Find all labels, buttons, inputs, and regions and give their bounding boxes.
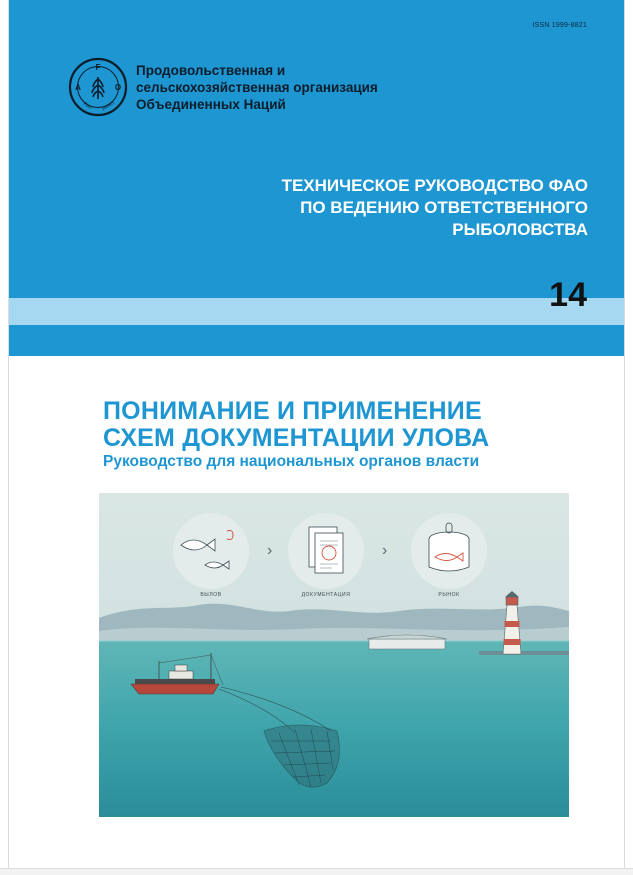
svg-text:FIAT: FIAT (82, 101, 94, 111)
header-band (8, 0, 625, 298)
warehouse (369, 639, 445, 649)
svg-text:PANIS: PANIS (101, 99, 115, 112)
step-market-icon (411, 513, 487, 589)
org-name-line-3: Объединенных Наций (136, 97, 286, 112)
lighthouse (503, 591, 521, 654)
org-name-line-2: сельскохозяйственная организация (136, 80, 378, 95)
fao-logo-icon (68, 57, 128, 117)
chevron-right-icon: › (382, 542, 388, 559)
series-title-line-1: ТЕХНИЧЕСКОЕ РУКОВОДСТВО ФАО (281, 176, 588, 195)
jetty (479, 651, 569, 655)
step-documentation-icon (288, 513, 364, 589)
series-title (168, 175, 588, 241)
issn-number: ISSN 1999-8821 (532, 22, 587, 29)
svg-text:A: A (75, 83, 81, 92)
step-label-documentation: ДОКУМЕНТАЦИЯ (301, 592, 351, 598)
series-title-line-3: РЫБОЛОВСТВА (452, 220, 588, 239)
light-blue-stripe (8, 298, 625, 325)
subtitle: Руководство для национальных органов власти (103, 453, 480, 470)
cover-illustration (99, 493, 569, 817)
page-edge-bottom (0, 868, 633, 875)
main-title-line-1: ПОНИМАНИЕ И ПРИМЕНЕНИЕ (103, 397, 482, 425)
series-number: 14 (549, 276, 587, 314)
org-name-line-1: Продовольственная и (136, 63, 286, 78)
page-edge-right (624, 0, 633, 875)
step-label-market: РЫНОК (438, 592, 460, 598)
main-title-line-2: СХЕМ ДОКУМЕНТАЦИИ УЛОВА (103, 424, 490, 452)
step-label-catch: ВЫЛОВ (200, 592, 222, 598)
svg-text:O: O (114, 83, 122, 92)
organization-name (136, 62, 436, 113)
header-band-lower (8, 325, 625, 356)
chevron-right-icon: › (267, 542, 273, 559)
series-title-line-2: ПО ВЕДЕНИЮ ОТВЕТСТВЕННОГО (300, 198, 588, 217)
main-title (103, 398, 583, 452)
svg-text:F: F (95, 63, 101, 72)
step-catch-icon (173, 513, 249, 589)
page-edge-left (0, 0, 9, 875)
sea (99, 641, 569, 817)
